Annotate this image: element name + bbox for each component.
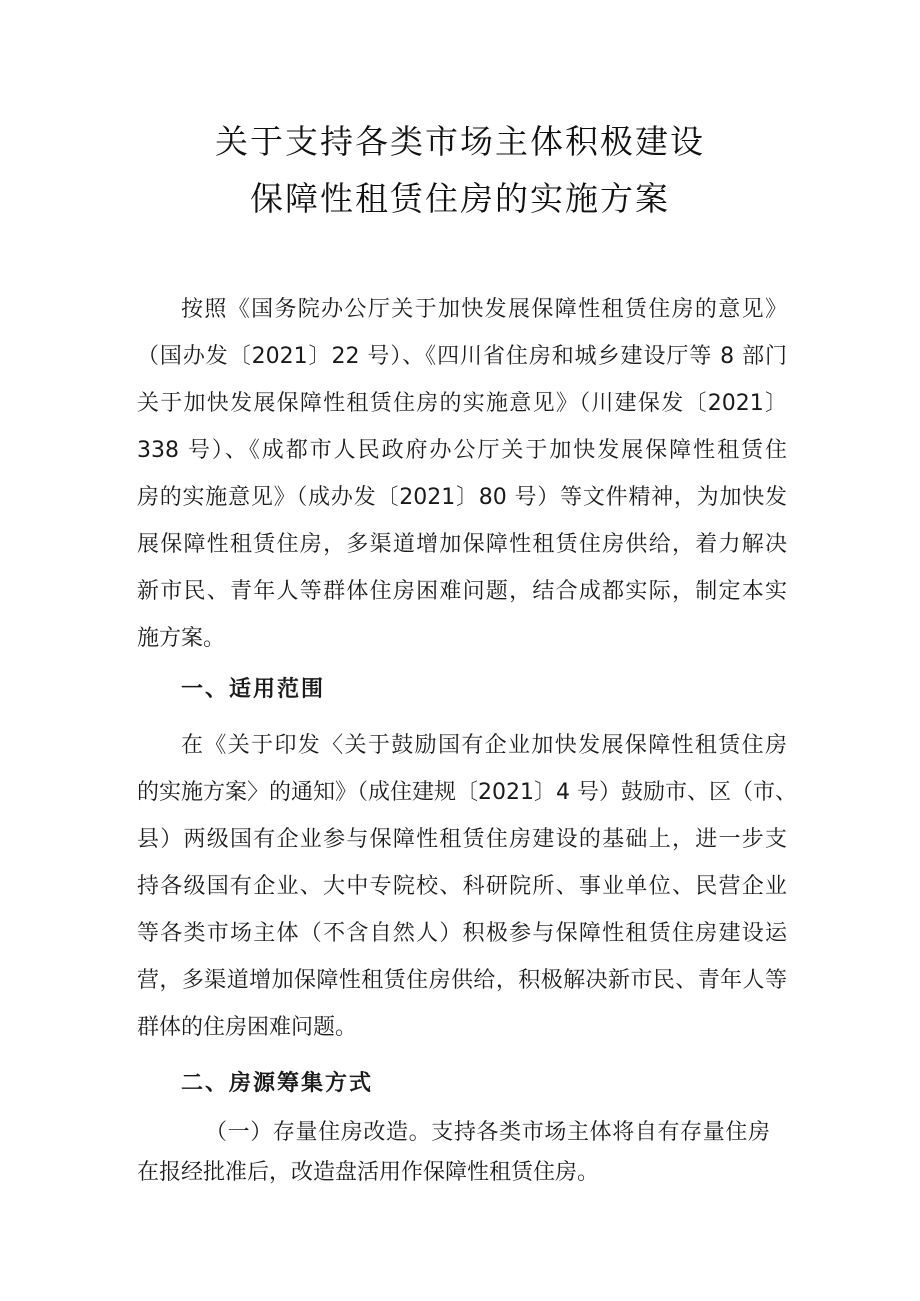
section-2-heading: 二、房源筹集方式 [181,1071,374,1096]
intro-line: 施方案。 [137,626,226,651]
section-1-line: 持各级国有企业、大中专院校、科研院所、事业单位、民营企业 [137,874,787,899]
section-1-line: 在《关于印发〈关于鼓励国有企业加快发展保障性租赁住房 [181,733,787,758]
section-1-heading: 一、适用范围 [181,677,326,702]
intro-line: 房的实施意见》（成办发〔2021〕80 号）等文件精神，为加快发 [137,485,787,510]
document-title-line-1: 关于支持各类市场主体积极建设 [215,122,705,161]
section-1-line: 县）两级国有企业参与保障性租赁住房建设的基础上，进一步支 [137,827,787,852]
intro-line: 关于加快发展保障性租赁住房的实施意见》（川建保发〔2021〕 [137,391,787,416]
document-title-line-2: 保障性租赁住房的实施方案 [250,179,670,218]
section-1-line: 营，多渠道增加保障性租赁住房供给，积极解决新市民、青年人等 [137,968,787,993]
intro-line: （国办发〔2021〕22 号）、《四川省住房和城乡建设厅等 8 部门 [137,344,787,369]
section-1-line: 群体的住房困难问题。 [137,1015,358,1040]
intro-line: 展保障性租赁住房，多渠道增加保障性租赁住房供给，着力解决 [137,532,787,557]
intro-line: 新市民、青年人等群体住房困难问题，结合成都实际，制定本实 [137,579,787,604]
section-1-line: 的实施方案〉的通知》（成住建规〔2021〕4 号）鼓励市、区（市、 [137,780,797,805]
section-2-line: 在报经批准后，改造盘活用作保障性租赁住房。 [137,1160,600,1185]
section-2-line: （一）存量住房改造。支持各类市场主体将自有存量住房 [205,1120,770,1145]
section-1-line: 等各类市场主体（不含自然人）积极参与保障性租赁住房建设运 [137,921,787,946]
intro-line: 按照《国务院办公厅关于加快发展保障性租赁住房的意见》 [181,297,787,322]
intro-line: 338 号）、《成都市人民政府办公厅关于加快发展保障性租赁住 [137,438,787,463]
